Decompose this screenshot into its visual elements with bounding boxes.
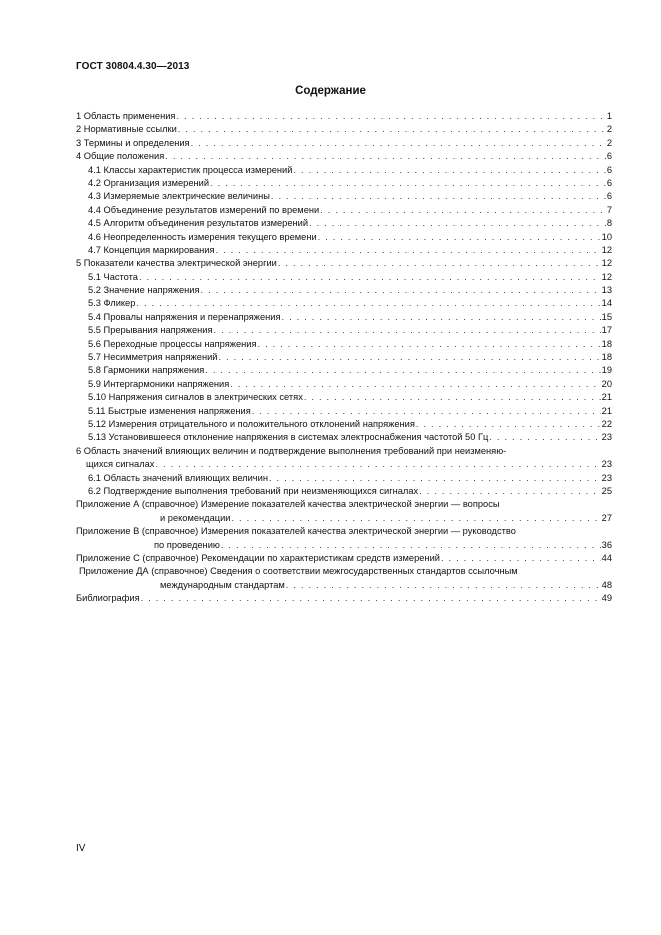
leader-dots xyxy=(318,231,601,244)
toc-entry-continuation[interactable]: международным стандартам . . . 48 xyxy=(76,579,612,592)
page-number: IV xyxy=(76,843,86,854)
table-of-contents xyxy=(76,110,612,605)
leader-dots xyxy=(271,190,606,203)
toc-entry-continuation[interactable]: щихся сигналах . . . 23 xyxy=(76,458,612,471)
leader-dots xyxy=(218,351,600,364)
leader-dots xyxy=(214,324,601,337)
toc-entry[interactable]: 5.2 Значение напряжения . . . 13 xyxy=(76,284,612,297)
toc-entry[interactable]: 4.5 Алгоритм объединения результатов измерений . . . 8 xyxy=(76,217,612,230)
toc-entry[interactable]: Приложение В (справочное) Измерения показателей качества электрической энергии — руководство xyxy=(76,526,516,537)
toc-entry[interactable]: 5.12 Измерения отрицательного и положительного отклонений напряжения . . . 22 xyxy=(76,418,612,431)
leader-dots xyxy=(139,271,601,284)
leader-dots xyxy=(176,110,605,123)
toc-entry[interactable]: 5.6 Переходные процессы напряжения . . . 18 xyxy=(76,338,612,351)
toc-entry[interactable]: 4.6 Неопределенность измерения текущего времени . . . 10 xyxy=(76,231,612,244)
toc-entry[interactable]: Приложение С (справочное) Рекомендации по характеристикам средств измерений . . . 44 xyxy=(76,552,612,565)
leader-dots xyxy=(269,472,601,485)
leader-dots xyxy=(136,297,600,310)
leader-dots xyxy=(309,217,606,230)
document-code: ГОСТ 30804.4.30—2013 xyxy=(76,61,190,72)
toc-entry[interactable]: 5.8 Гармоники напряжения . . . 19 xyxy=(76,364,612,377)
leader-dots xyxy=(441,552,601,565)
leader-dots xyxy=(320,204,606,217)
leader-dots xyxy=(165,150,606,163)
toc-entry[interactable]: 2 Нормативные ссылки . . . 2 xyxy=(76,123,612,136)
page-title: Содержание xyxy=(295,85,366,97)
toc-entry[interactable]: 5.9 Интергармоники напряжения . . . 20 xyxy=(76,378,612,391)
toc-entry[interactable]: 5.4 Провалы напряжения и перенапряжения . . . 15 xyxy=(76,311,612,324)
leader-dots xyxy=(205,364,600,377)
leader-dots xyxy=(231,512,600,525)
toc-entry[interactable]: 4.2 Организация измерений . . . 6 xyxy=(76,177,612,190)
leader-dots xyxy=(178,123,606,136)
toc-entry[interactable]: 6 Область значений влияющих величин и подтверждение выполнения требований при неизменяю- xyxy=(76,445,507,456)
toc-entry[interactable]: 5 Показатели качества электрической энергии . . . 12 xyxy=(76,257,612,270)
leader-dots xyxy=(489,431,600,444)
leader-dots xyxy=(282,311,601,324)
leader-dots xyxy=(252,405,601,418)
toc-entry-continuation[interactable]: и рекомендации . . . 27 xyxy=(76,512,612,525)
toc-entry[interactable]: 5.11 Быстрые изменения напряжения . . . 21 xyxy=(76,405,612,418)
leader-dots xyxy=(286,579,601,592)
toc-entry[interactable]: 5.10 Напряжения сигналов в электрических сетях . . . 21 xyxy=(76,391,612,404)
leader-dots xyxy=(304,391,601,404)
toc-entry[interactable]: 4.7 Концепция маркирования . . . 12 xyxy=(76,244,612,257)
leader-dots xyxy=(419,485,600,498)
toc-entry[interactable]: 4 Общие положения . . . 6 xyxy=(76,150,612,163)
toc-entry[interactable]: Приложение ДА (справочное) Сведения о соответствии межгосударственных стандартов ссылочным xyxy=(79,566,518,577)
leader-dots xyxy=(201,284,601,297)
leader-dots xyxy=(221,539,601,552)
toc-entry[interactable]: 5.1 Частота . . . 12 xyxy=(76,271,612,284)
toc-entry[interactable]: 1 Область применения . . . 1 xyxy=(76,110,612,123)
leader-dots xyxy=(278,257,601,270)
leader-dots xyxy=(293,164,605,177)
leader-dots xyxy=(210,177,606,190)
leader-dots xyxy=(141,592,601,605)
leader-dots xyxy=(258,338,601,351)
toc-entry[interactable]: 3 Термины и определения . . . 2 xyxy=(76,137,612,150)
toc-entry[interactable]: 4.1 Классы характеристик процесса измерений . . . 6 xyxy=(76,164,612,177)
toc-entry-continuation[interactable]: по проведению . . . 36 xyxy=(76,539,612,552)
toc-entry[interactable]: 5.7 Несимметрия напряжений . . . 18 xyxy=(76,351,612,364)
toc-entry[interactable]: 6.1 Область значений влияющих величин . . . 23 xyxy=(76,472,612,485)
toc-entry[interactable]: 5.13 Установившееся отклонение напряжения в системах электроснабжения частотой 50 Гц . . . 23 xyxy=(76,431,612,444)
toc-entry[interactable]: Библиография . . . 49 xyxy=(76,592,612,605)
toc-entry[interactable]: 4.3 Измеряемые электрические величины . . . 6 xyxy=(76,190,612,203)
toc-entry[interactable]: 6.2 Подтверждение выполнения требований при неизменяющихся сигналах . . . 25 xyxy=(76,485,612,498)
toc-entry[interactable]: Приложение А (справочное) Измерение показателей качества электрической энергии — вопросы xyxy=(76,499,500,510)
leader-dots xyxy=(230,378,600,391)
leader-dots xyxy=(191,137,606,150)
leader-dots xyxy=(216,244,601,257)
toc-entry[interactable]: 5.3 Фликер . . . 14 xyxy=(76,297,612,310)
leader-dots xyxy=(416,418,601,431)
leader-dots xyxy=(155,458,600,471)
toc-entry[interactable]: 4.4 Объединение результатов измерений по времени . . . 7 xyxy=(76,204,612,217)
toc-entry[interactable]: 5.5 Прерывания напряжения . . . 17 xyxy=(76,324,612,337)
